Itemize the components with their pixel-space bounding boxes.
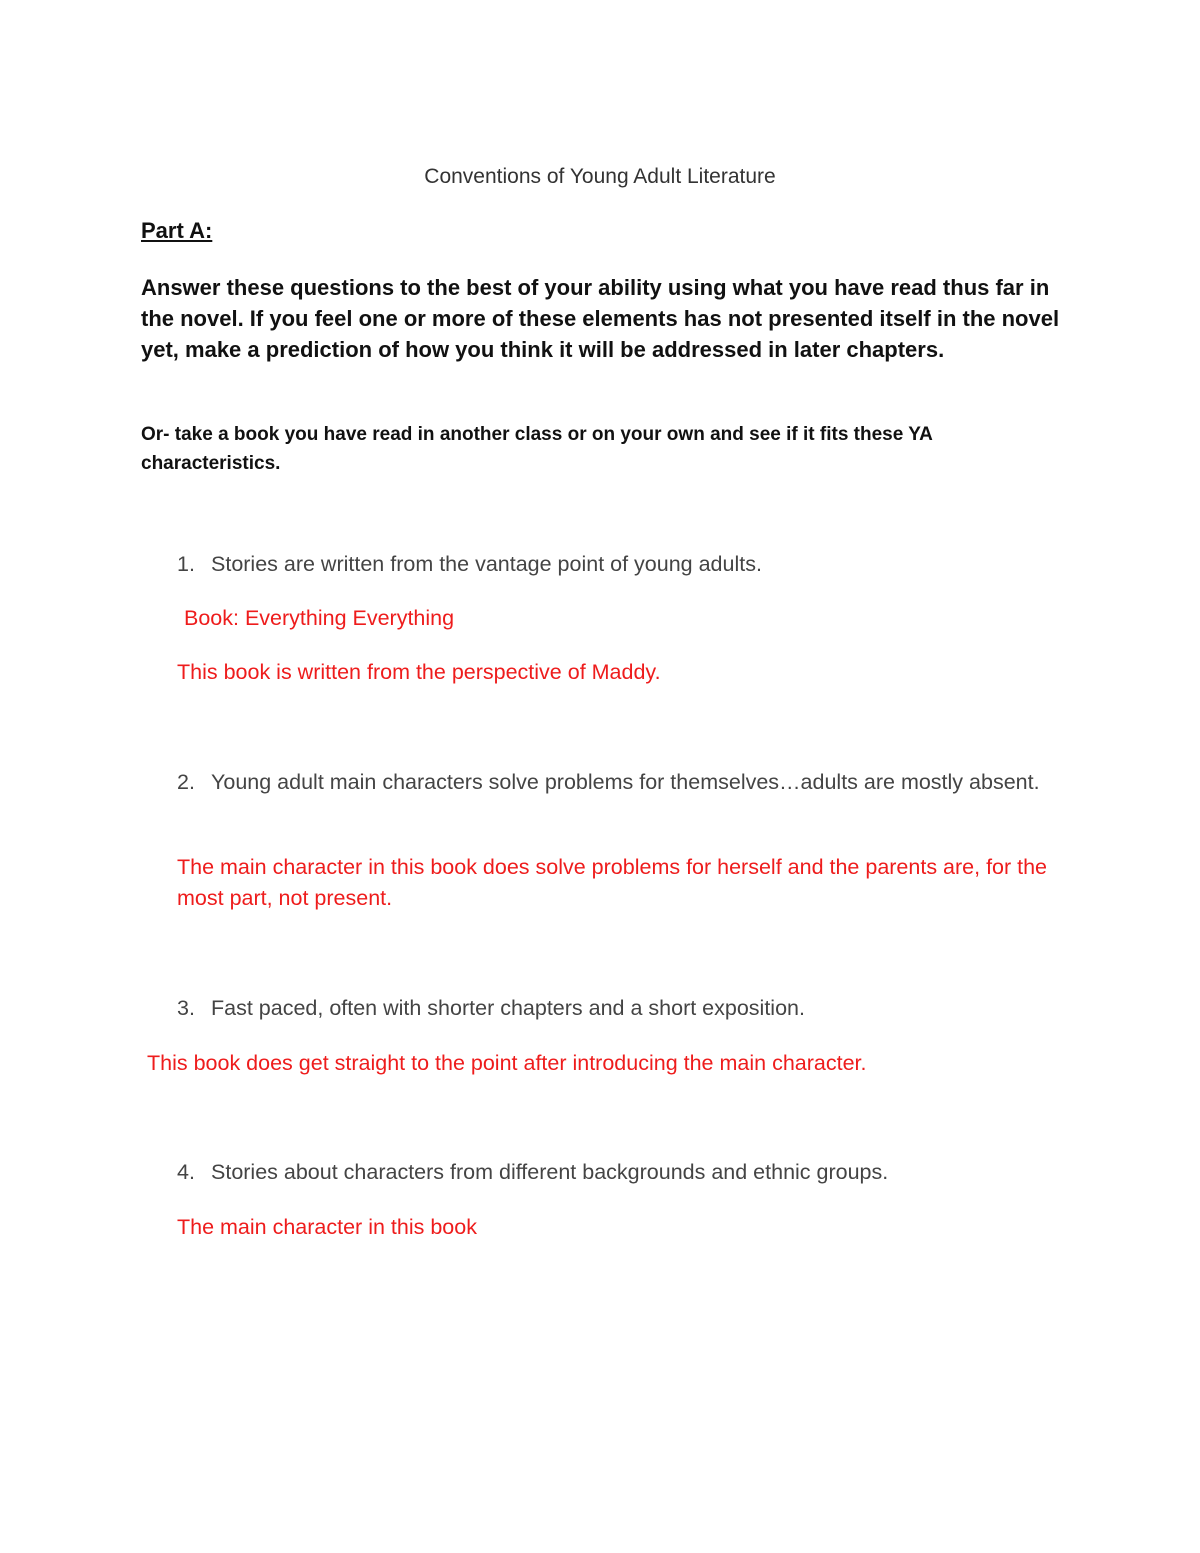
question-text: Young adult main characters solve problems for themselves…adults are mostly absent. [211, 770, 1040, 794]
question-number: 2. [177, 770, 195, 794]
answer-3: This book does get straight to the point after introducing the main character. [147, 1051, 867, 1075]
instructions-paragraph: Answer these questions to the best of your ability using what you have read thus far in the novel. If you feel one or more of these elements has not presented itself in the novel yet, make a prediction of how you think it will be addressed in later chapters. [141, 275, 1060, 362]
answer-2: The main character in this book does solve problems for herself and the parents are, for the most part, not present. [177, 855, 1048, 910]
question-number: 1. [177, 552, 195, 576]
book-title-answer: Book: Everything Everything [184, 606, 455, 630]
document-title: Conventions of Young Adult Literature [424, 165, 776, 188]
alternate-instructions-paragraph: Or- take a book you have read in another class or on your own and see if it fits these YA characteristics. [141, 424, 933, 474]
question-text: Fast paced, often with shorter chapters and a short exposition. [211, 996, 805, 1020]
question-number: 4. [177, 1160, 195, 1184]
question-text: Stories about characters from different backgrounds and ethnic groups. [211, 1160, 889, 1184]
answer-4: The main character in this book [177, 1215, 477, 1239]
answer-1: This book is written from the perspective of Maddy. [177, 660, 661, 684]
question-2 [177, 767, 1067, 798]
part-a-heading: Part A: [141, 218, 213, 243]
question-4 [177, 1157, 1067, 1188]
question-3 [177, 993, 1067, 1024]
question-1 [177, 549, 1067, 580]
question-text: Stories are written from the vantage point of young adults. [211, 552, 762, 576]
question-number: 3. [177, 996, 195, 1020]
